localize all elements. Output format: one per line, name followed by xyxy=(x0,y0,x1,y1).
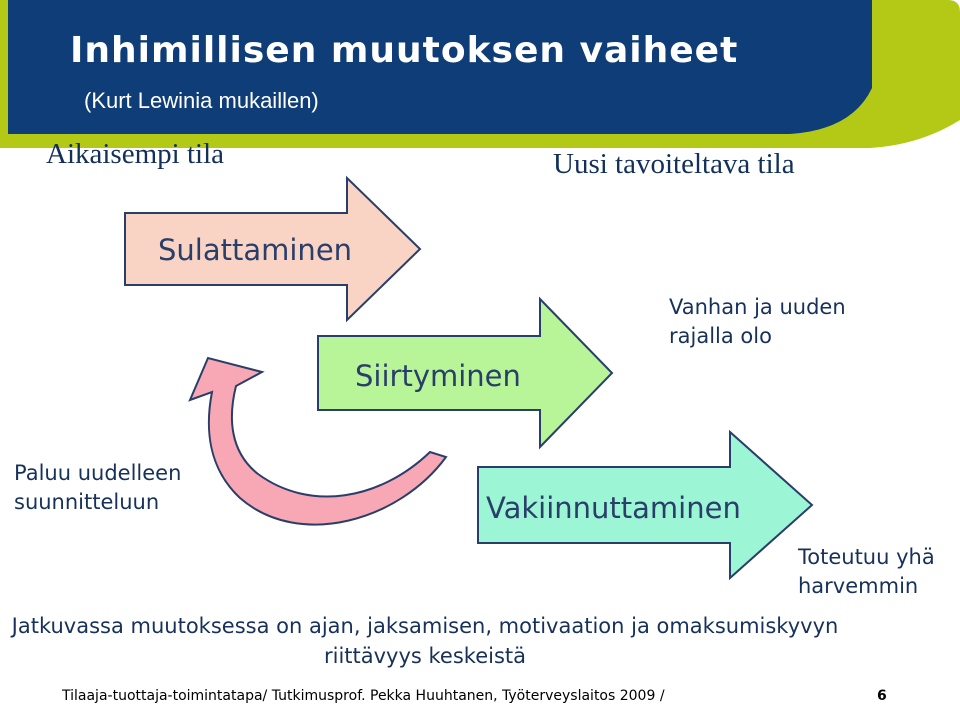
page-number: 6 xyxy=(877,688,887,704)
stage-label-siirtyminen: Siirtyminen xyxy=(355,359,521,393)
note-border-line-1: Vanhan ja uuden xyxy=(669,295,846,319)
note-return-line-2: suunnitteluun xyxy=(14,490,160,514)
right-heading: Uusi tavoiteltava tila xyxy=(553,148,795,180)
note-return-line-1: Paluu uudelleen xyxy=(14,461,182,485)
slide-title: Inhimillisen muutoksen vaiheet xyxy=(70,30,739,71)
stage-label-vakiinnuttaminen: Vakiinnuttaminen xyxy=(486,491,741,525)
slide-subtitle: (Kurt Lewinia mukaillen) xyxy=(84,88,319,113)
note-frequency xyxy=(798,543,935,601)
note-border-line-2: rajalla olo xyxy=(669,324,772,348)
stage-label-sulattaminen: Sulattaminen xyxy=(158,233,353,267)
note-frequency-line-2: harvemmin xyxy=(798,574,919,598)
note-frequency-line-1: Toteutuu yhä xyxy=(798,545,935,569)
footer-text: Tilaaja-tuottaja-toimintatapa/ Tutkimusprof. Pekka Huuhtanen, Työterveyslaitos 2009 / xyxy=(62,688,665,704)
bottom-statement: Jatkuvassa muutoksessa on ajan, jaksamisen, motivaation ja omaksumiskyvyn riittävyys keskeistä xyxy=(11,614,839,668)
note-return xyxy=(14,459,181,517)
note-border xyxy=(669,293,846,351)
left-heading: Aikaisempi tila xyxy=(46,138,224,170)
